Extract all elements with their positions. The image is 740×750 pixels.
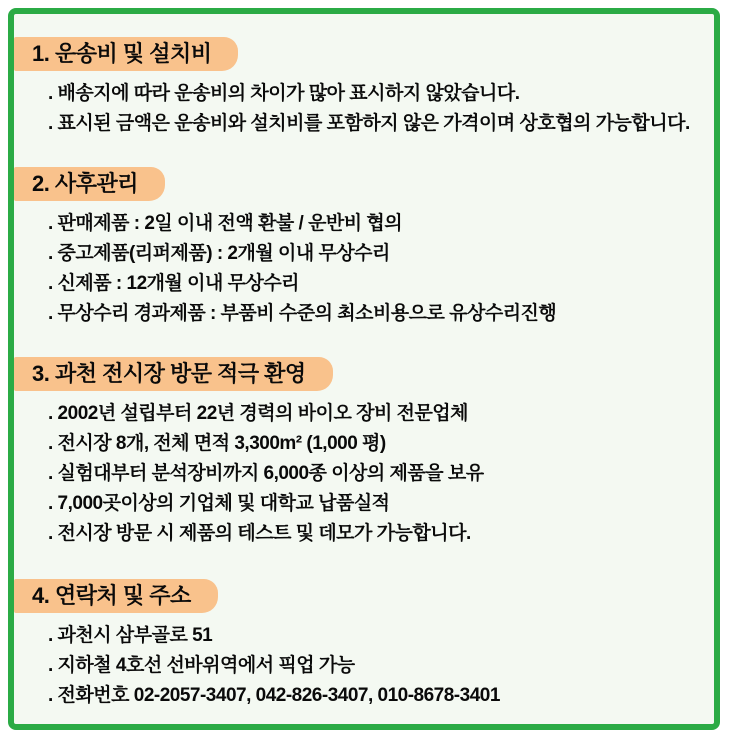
section-contact-address	[14, 579, 714, 711]
section-2-header-tag	[14, 167, 165, 201]
notice-line: . 배송지에 따라 운송비의 차이가 많아 표시하지 않았습니다.	[48, 83, 520, 104]
section-3-title: 3. 과천 전시장 방문 적극 환영	[32, 361, 306, 386]
notice-line: . 전시장 방문 시 제품의 테스트 및 데모가 가능합니다.	[48, 523, 471, 544]
notice-line: . 실험대부터 분석장비까지 6,000종 이상의 제품을 보유	[48, 463, 484, 484]
section-after-sales	[14, 167, 714, 329]
notice-line: . 판매제품 : 2일 이내 전액 환불 / 운반비 협의	[48, 213, 403, 234]
section-showroom-visit	[14, 357, 714, 549]
notice-panel	[8, 8, 720, 730]
notice-line: . 지하철 4호선 선바위역에서 픽업 가능	[48, 655, 355, 676]
section-1-title: 1. 운송비 및 설치비	[32, 41, 212, 66]
notice-line: . 표시된 금액은 운송비와 설치비를 포함하지 않은 가격이며 상호협의 가능합니다.	[48, 113, 690, 134]
notice-line: . 2002년 설립부터 22년 경력의 바이오 장비 전문업체	[48, 403, 469, 424]
section-1-header-tag	[14, 37, 238, 71]
section-2-title: 2. 사후관리	[32, 171, 138, 196]
notice-line: . 중고제품(리퍼제품) : 2개월 이내 무상수리	[48, 243, 390, 264]
section-4-title: 4. 연락처 및 주소	[32, 583, 191, 608]
notice-line: . 과천시 삼부골로 51	[48, 625, 213, 646]
notice-line: . 전화번호 02-2057-3407, 042-826-3407, 010-8678-3401	[48, 685, 500, 706]
section-3-header-tag	[14, 357, 333, 391]
section-shipping-installation	[14, 37, 714, 139]
notice-line: . 7,000곳이상의 기업체 및 대학교 납품실적	[48, 493, 390, 514]
notice-line: . 전시장 8개, 전체 면적 3,300m² (1,000 평)	[48, 433, 386, 454]
notice-line: . 무상수리 경과제품 : 부품비 수준의 최소비용으로 유상수리진행	[48, 303, 557, 324]
notice-line: . 신제품 : 12개월 이내 무상수리	[48, 273, 300, 294]
section-4-header-tag	[14, 579, 218, 613]
